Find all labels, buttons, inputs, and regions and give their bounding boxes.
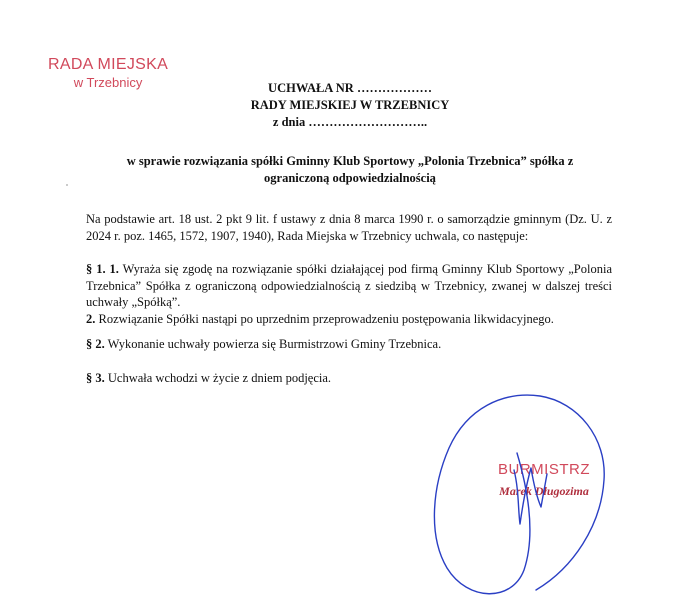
section-2-text: Wykonanie uchwały powierza się Burmistrzowi Gminy Trzebnica. bbox=[107, 337, 442, 351]
section-1-text: Wyraża się zgodę na rozwiązanie spółki działającej pod firmą Gminny Klub Sportowy „Polonia Trzebnica” Spółka z ograniczoną odpowiedzialnością z siedzibą w Trzebnicy, zwanej w dalszej treści uchwały „Spółką”. bbox=[86, 262, 612, 309]
legal-basis-paragraph: Na podstawie art. 18 ust. 2 pkt 9 lit. f ustawy z dnia 8 marca 1990 r. o samorządzie gminnym (Dz. U. z 2024 r. poz. 1465, 1572, 1907, 1940), Rada Miejska w Trzebnicy uchwala, co następuje: bbox=[86, 212, 612, 243]
section-1-p2-text: Rozwiązanie Spółki nastąpi po uprzednim przeprowadzeniu postępowania likwidacyjnego. bbox=[98, 311, 554, 326]
section-1-paragraph-2 bbox=[86, 311, 612, 328]
subject-line2: ograniczoną odpowiedzialnością bbox=[264, 171, 436, 185]
section-1-label: § 1. 1. bbox=[86, 262, 119, 276]
resolution-subject bbox=[100, 153, 600, 187]
section-1-p2-label: 2. bbox=[86, 311, 96, 326]
resolution-number: UCHWAŁA NR ……………… bbox=[268, 81, 432, 95]
section-3-label: § 3. bbox=[86, 371, 105, 385]
subject-line1: w sprawie rozwiązania spółki Gminny Klub Sportowy „Polonia Trzebnica” spółka z bbox=[126, 154, 574, 168]
section-1-paragraph-1 bbox=[86, 261, 612, 311]
council-stamp-line1: RADA MIEJSKA bbox=[48, 56, 169, 73]
section-1 bbox=[86, 261, 612, 327]
scan-speck bbox=[66, 184, 68, 186]
mayor-stamp-name: Marek Długozima bbox=[499, 484, 589, 498]
section-3 bbox=[86, 370, 612, 387]
council-stamp bbox=[48, 56, 168, 90]
resolution-header bbox=[200, 80, 500, 131]
section-2 bbox=[86, 336, 612, 353]
section-2-label: § 2. bbox=[86, 337, 105, 351]
resolution-date: z dnia ……………………….. bbox=[272, 115, 428, 129]
section-3-text: Uchwała wchodzi w życie z dniem podjęcia. bbox=[107, 371, 332, 385]
mayor-stamp bbox=[478, 461, 610, 499]
council-stamp-line2: w Trzebnicy bbox=[73, 75, 143, 90]
council-name: RADY MIEJSKIEJ W TRZEBNICY bbox=[250, 98, 450, 112]
mayor-stamp-title: BURMISTRZ bbox=[498, 461, 590, 478]
